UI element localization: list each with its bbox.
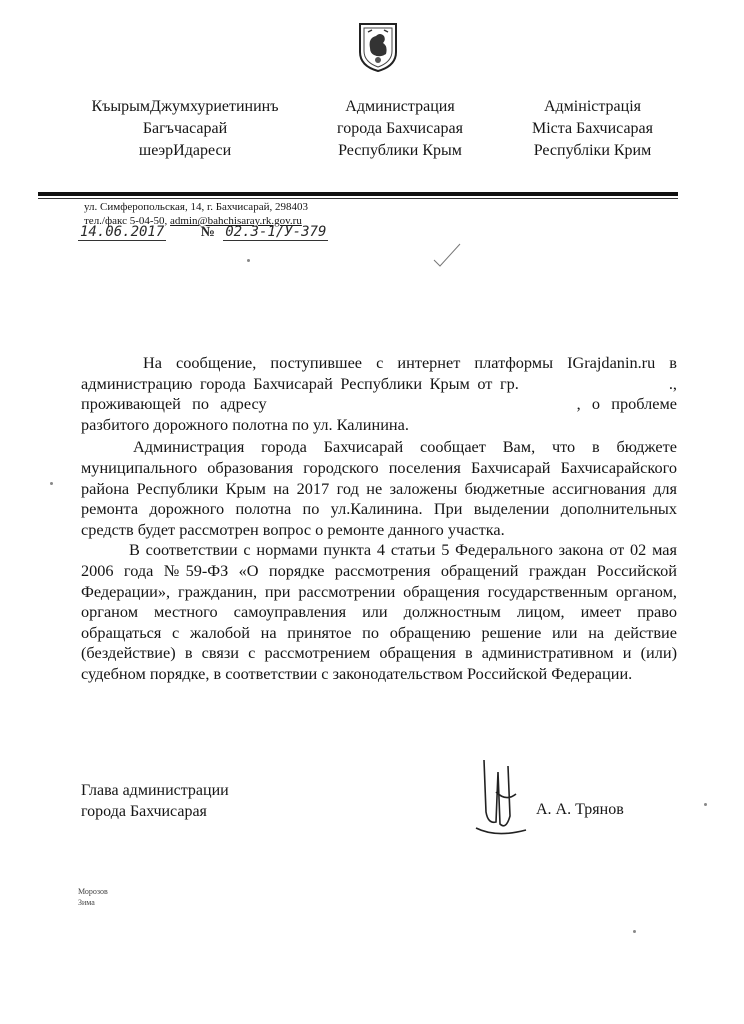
header-line: Міста Бахчисарая — [531, 120, 654, 137]
scan-dot — [704, 803, 707, 806]
signatory-title-line: Глава администрации — [81, 782, 229, 799]
check-mark-icon — [432, 242, 462, 268]
paragraph-legal: В соответствии с нормами пункта 4 статьи 5 Федерального закона от 02 мая 2006 года №59-ФЗ «О порядке рассмотрения обращений граждан Российской Федерации», гражданин, при рассмотрении обращения государственным органом, органом местного самоуправления или должностным лицом, имеет право обращаться с жалобой на принятое по обращению решение или на действие (бездействие) в связи с рассмотрением обращения в административном и (или) судебном порядке, в соответствии с законодательством Российской Федерации. — [81, 540, 677, 683]
p1-part-c: , о проблеме разбитого дорожного полотна по ул. Калинина. — [81, 394, 677, 434]
number-sign: № — [200, 225, 215, 240]
phone-fax: тел./факс 5-04-50, — [84, 215, 171, 227]
registration-date: 14.06.2017 — [80, 224, 165, 240]
scan-dot — [633, 930, 636, 933]
signatory-title — [81, 780, 229, 822]
header-line: Республіки Крим — [533, 142, 652, 159]
header-russian — [300, 96, 500, 162]
scan-dot — [247, 259, 250, 262]
p1-part-b: ., проживающей по адресу — [81, 373, 677, 414]
header-line: города Бахчисарая — [337, 120, 463, 137]
executors-note — [78, 886, 108, 908]
crimea-emblem-icon — [356, 22, 400, 72]
header-divider-thin — [38, 198, 678, 199]
header-line: Администрация — [345, 98, 455, 115]
p1-part-a: На сообщение, поступившее с интернет платформы IGrajdanin.ru в администрацию города Бахчисарай Республики Крым от гр. — [81, 353, 677, 393]
email-link[interactable]: admin@bahchisaray.rk.gov.ru — [170, 215, 302, 227]
header-divider — [38, 192, 678, 196]
header-line: шеэрИдареси — [138, 142, 232, 159]
header-line: Республики Крым — [338, 142, 462, 159]
registration-number: 02.3-1/У-379 — [225, 224, 327, 240]
paragraph-response: Администрация города Бахчисарай сообщает Вам, что в бюджете муниципального образования городского поселения Бахчисарай Бахчисарайского района Республики Крым на 2017 год не заложены бюджетные ассигнования для ремонта дорожного полотна по ул.Калинина. При выделении дополнительных средств будет рассмотрен вопрос о ремонте данного участка. — [81, 437, 677, 539]
registration-line — [78, 224, 328, 241]
handwritten-signature-icon — [466, 752, 536, 842]
header-crimean-tatar — [70, 96, 300, 162]
header-line: КъырымДжумхуриетининъ — [91, 98, 279, 115]
header-line: Адміністрація — [543, 98, 642, 115]
scan-dot — [50, 482, 53, 485]
executor-name: Зима — [78, 898, 95, 907]
letter-body — [81, 353, 677, 685]
street-address: ул. Симферопольская, 14, г. Бахчисарай, 298403 — [84, 201, 308, 213]
signatory-title-line: города Бахчисарая — [81, 803, 207, 820]
signatory-name: А. А. Трянов — [536, 801, 624, 818]
header-ukrainian — [500, 96, 685, 162]
header-line: Багъчасарай — [142, 120, 228, 137]
executor-name: Морозов — [78, 887, 108, 896]
paragraph-request — [81, 353, 677, 435]
